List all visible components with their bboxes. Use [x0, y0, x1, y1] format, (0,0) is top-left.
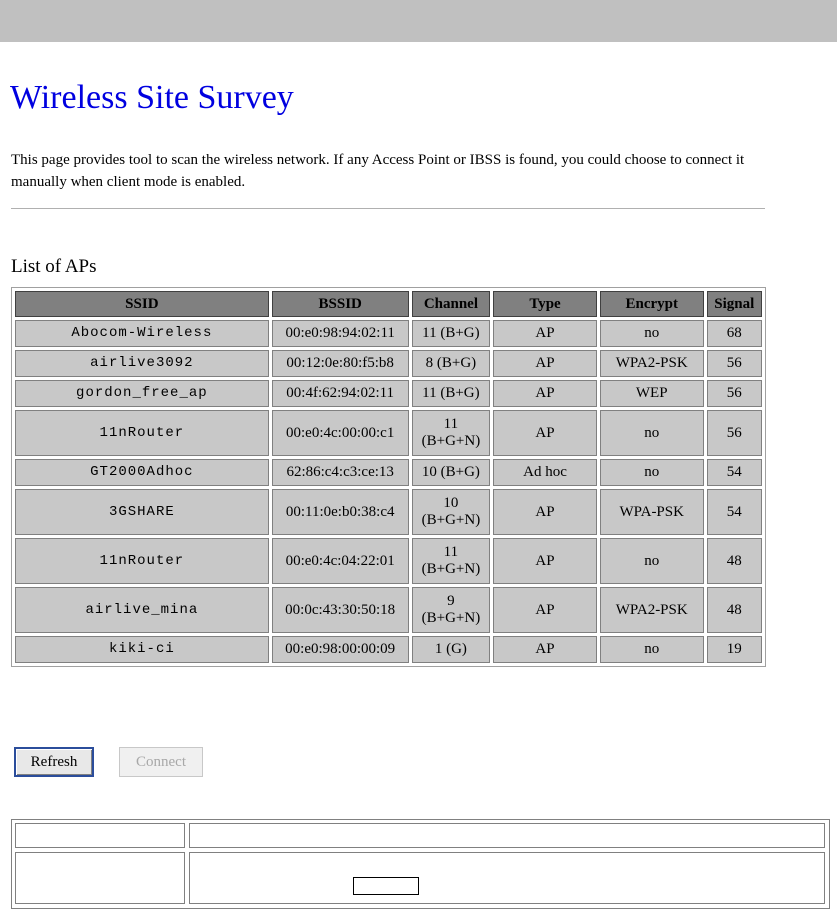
bssid-cell: 00:12:0e:80:f5:b8: [272, 350, 409, 377]
bssid-cell: 00:0c:43:30:50:18: [272, 587, 409, 633]
channel-cell: [412, 410, 491, 456]
table-row[interactable]: [15, 489, 762, 535]
encrypt-cell: WEP: [600, 380, 704, 407]
page-description: This page provides tool to scan the wireless network. If any Access Point or IBSS is found, you could choose to connect it manually when client mode is enabled.: [11, 152, 745, 190]
channel-cell: [412, 350, 491, 377]
signal-cell: 48: [707, 538, 762, 584]
type-cell: Ad hoc: [493, 459, 597, 486]
ssid-cell: airlive3092: [15, 350, 269, 377]
channel-number: 11: [443, 416, 459, 432]
page-title: Wireless Site Survey: [10, 79, 294, 116]
encrypt-cell: no: [600, 538, 704, 584]
channel-band: (B+G+N): [421, 433, 481, 449]
table-header-row: [15, 291, 762, 317]
ssid-cell: gordon_free_ap: [15, 380, 269, 407]
column-header-encrypt: Encrypt: [600, 291, 704, 317]
channel-cell: [412, 489, 491, 535]
type-cell: AP: [493, 538, 597, 584]
bottom-table-cell: [15, 823, 185, 848]
connect-button[interactable]: Connect: [119, 747, 203, 777]
bssid-cell: 00:e0:98:94:02:11: [272, 320, 409, 347]
channel-number: 1 (G): [434, 641, 467, 657]
channel-cell: [412, 587, 491, 633]
ssid-cell: 11nRouter: [15, 538, 269, 584]
column-header-bssid: BSSID: [272, 291, 409, 317]
encrypt-cell: no: [600, 636, 704, 663]
channel-band: (B+G+N): [421, 561, 481, 577]
bottom-input-box[interactable]: [353, 877, 419, 895]
bottom-table-cell: [189, 852, 825, 904]
ssid-cell: airlive_mina: [15, 587, 269, 633]
table-row[interactable]: [15, 320, 762, 347]
channel-number: 9: [447, 593, 455, 609]
signal-cell: 68: [707, 320, 762, 347]
ssid-cell: Abocom-Wireless: [15, 320, 269, 347]
encrypt-cell: WPA2-PSK: [600, 587, 704, 633]
table-row[interactable]: [15, 410, 762, 456]
bottom-table-cell: [15, 852, 185, 904]
channel-number: 11 (B+G): [422, 385, 480, 401]
channel-cell: [412, 459, 491, 486]
channel-band: (B+G+N): [421, 512, 481, 528]
list-title: List of APs: [11, 256, 97, 277]
ssid-cell: 11nRouter: [15, 410, 269, 456]
column-header-signal: Signal: [707, 291, 762, 317]
encrypt-cell: no: [600, 320, 704, 347]
signal-cell: 56: [707, 410, 762, 456]
encrypt-cell: no: [600, 459, 704, 486]
column-header-channel: Channel: [412, 291, 491, 317]
bssid-cell: 62:86:c4:c3:ce:13: [272, 459, 409, 486]
divider: [11, 208, 765, 209]
channel-cell: [412, 320, 491, 347]
bssid-cell: 00:11:0e:b0:38:c4: [272, 489, 409, 535]
channel-number: 11: [443, 544, 459, 560]
table-row[interactable]: [15, 459, 762, 486]
signal-cell: 56: [707, 350, 762, 377]
bottom-table-cell: [189, 823, 825, 848]
type-cell: AP: [493, 410, 597, 456]
bottom-table: [11, 819, 830, 909]
table-row[interactable]: [15, 380, 762, 407]
type-cell: AP: [493, 380, 597, 407]
type-cell: AP: [493, 587, 597, 633]
channel-number: 11 (B+G): [422, 325, 480, 341]
signal-cell: 48: [707, 587, 762, 633]
channel-cell: [412, 636, 491, 663]
bssid-cell: 00:4f:62:94:02:11: [272, 380, 409, 407]
table-row[interactable]: [15, 538, 762, 584]
channel-cell: [412, 380, 491, 407]
type-cell: AP: [493, 350, 597, 377]
encrypt-cell: WPA2-PSK: [600, 350, 704, 377]
column-header-ssid: SSID: [15, 291, 269, 317]
bssid-cell: 00:e0:98:00:00:09: [272, 636, 409, 663]
type-cell: AP: [493, 636, 597, 663]
channel-band: (B+G+N): [421, 610, 481, 626]
column-header-type: Type: [493, 291, 597, 317]
table-row[interactable]: [15, 350, 762, 377]
type-cell: AP: [493, 320, 597, 347]
signal-cell: 54: [707, 489, 762, 535]
top-banner: [0, 0, 837, 42]
signal-cell: 56: [707, 380, 762, 407]
ssid-cell: GT2000Adhoc: [15, 459, 269, 486]
ssid-cell: 3GSHARE: [15, 489, 269, 535]
signal-cell: 19: [707, 636, 762, 663]
refresh-button[interactable]: Refresh: [14, 747, 94, 777]
type-cell: AP: [493, 489, 597, 535]
channel-number: 8 (B+G): [425, 355, 477, 371]
channel-number: 10 (B+G): [421, 464, 480, 480]
ap-list-table: [11, 287, 766, 667]
table-row[interactable]: [15, 587, 762, 633]
encrypt-cell: WPA-PSK: [600, 489, 704, 535]
bssid-cell: 00:e0:4c:00:00:c1: [272, 410, 409, 456]
encrypt-cell: no: [600, 410, 704, 456]
table-row[interactable]: [15, 636, 762, 663]
ssid-cell: kiki-ci: [15, 636, 269, 663]
channel-cell: [412, 538, 491, 584]
channel-number: 10: [443, 495, 459, 511]
signal-cell: 54: [707, 459, 762, 486]
bssid-cell: 00:e0:4c:04:22:01: [272, 538, 409, 584]
